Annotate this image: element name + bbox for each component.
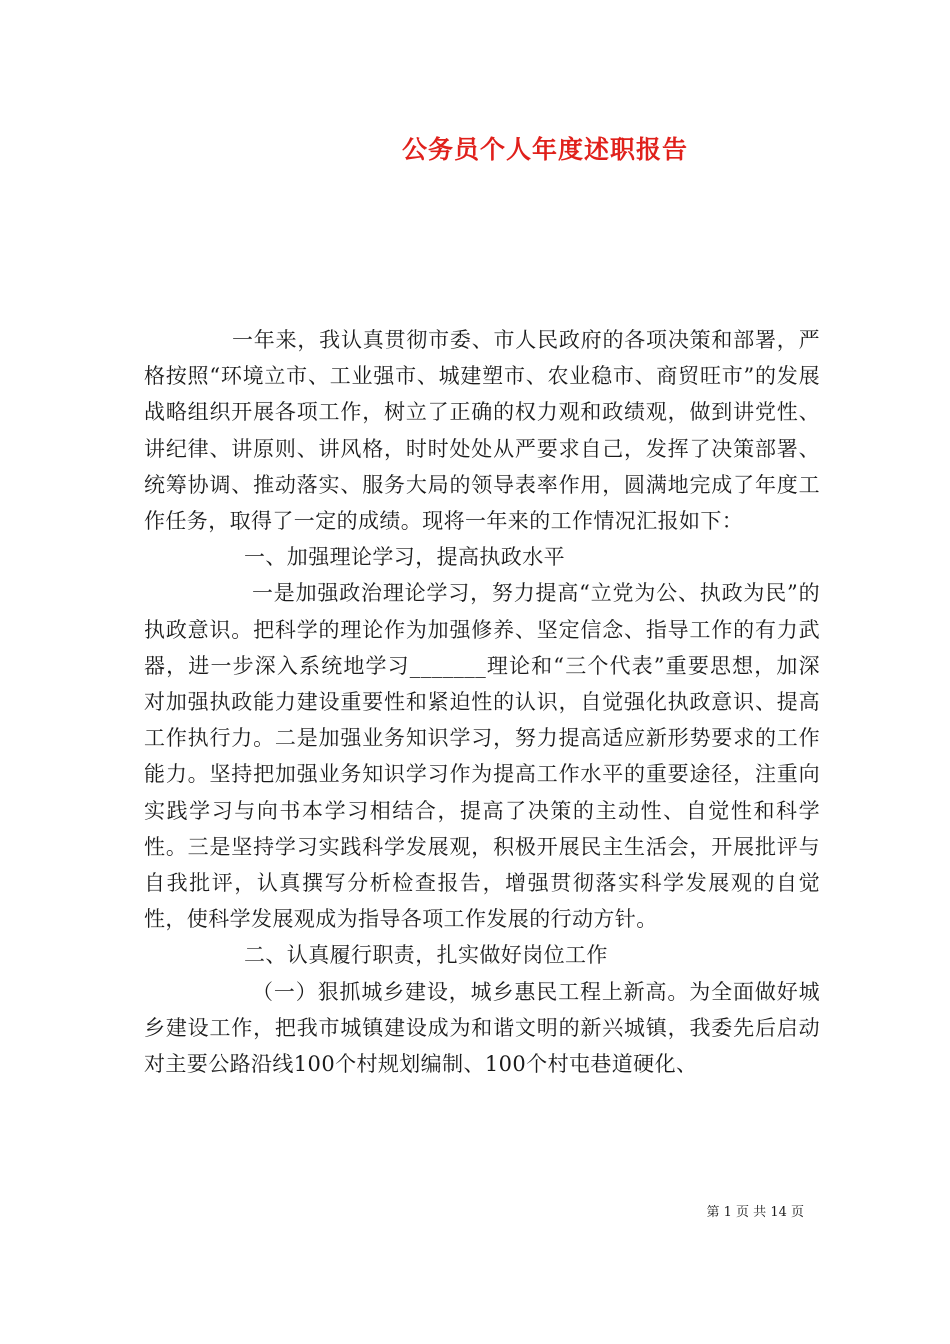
section-heading-2: 二、认真履行职责，扎实做好岗位工作	[244, 943, 608, 968]
section-1-paragraph: 一是加强政治理论学习，努力提高“立党为公、执政为民”的执政意识。把科学的理论作为加强修养、坚定信念、指导工作的有力武器，进一步深入系统地学习_______理论和“三个代表”重要思想，加深对加强执政能力建设重要性和紧迫性的认识，自觉强化执政意识、提高工作执行力。二是加强业务知识学习，努力提高适应新形势要求的工作能力。坚持把加强业务知识学习作为提高工作水平的重要途径，注重向实践学习与向书本学习相结合，提高了决策的主动性、自觉性和科学性。三是坚持学习实践科学发展观，积极开展民主生活会，开展批评与自我批评，认真撰写分析检查报告，增强贯彻落实科学发展观的自觉性，使科学发展观成为指导各项工作发展的行动方针。	[144, 581, 820, 932]
intro-paragraph: 一年来，我认真贯彻市委、市人民政府的各项决策和部署，严格按照“环境立市、工业强市、城建塑市、农业稳市、商贸旺市”的发展战略组织开展各项工作，树立了正确的权力观和政绩观，做到讲党性、讲纪律、讲原则、讲风格，时时处处从严要求自己，发挥了决策部署、统筹协调、推动落实、服务大局的领导表率作用，圆满地完成了年度工作任务，取得了一定的成绩。现将一年来的工作情况汇报如下：	[144, 328, 820, 534]
document-body	[144, 322, 820, 1082]
section-heading-1: 一、加强理论学习，提高执政水平	[244, 545, 565, 570]
page-number-footer: 第 1 页 共 14 页	[706, 1205, 804, 1220]
document-title: 公务员个人年度述职报告	[401, 135, 688, 164]
section-2-paragraph: （一）狠抓城乡建设，城乡惠民工程上新高。为全面做好城乡建设工作，把我市城镇建设成为和谐文明的新兴城镇，我委先后启动对主要公路沿线100个村规划编制、100个村屯巷道硬化、	[144, 979, 820, 1077]
